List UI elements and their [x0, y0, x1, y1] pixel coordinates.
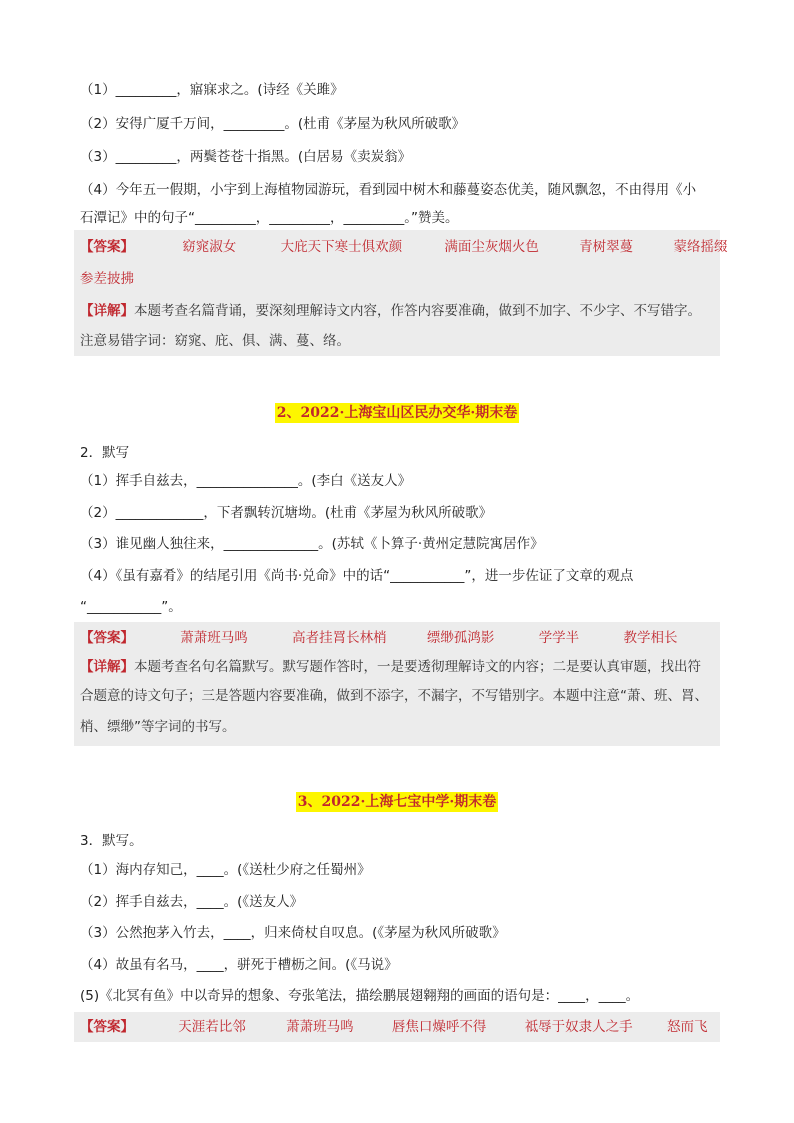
- s2-question-2: （2）_____________，下者飘转沉塘坳。(杜甫《茅屋为秋风所破歌》: [80, 505, 493, 521]
- s3-heading-wrap: [0, 792, 794, 812]
- s2-question-4-line-1: （4）《虽有嘉肴》的结尾引用《尚书·兑命》中的话“___________”，进一步佐证了文章的观点: [80, 568, 634, 584]
- s1-answer-box: [74, 230, 728, 356]
- s2-answer-label: 【答案】: [80, 630, 134, 646]
- s1-detail-label: 【详解】: [80, 303, 134, 319]
- s1-answer: 满面尘灰烟火色: [444, 239, 539, 255]
- s2-question-1: （1）挥手自兹去，_______________。(李白《送友人》: [80, 473, 412, 489]
- s2-detail-line-3: 梢、缥缈”等字词的书写。: [80, 719, 236, 735]
- s2-heading: 2、2022·上海宝山区民办交华·期末卷: [276, 405, 518, 421]
- s1-answer-label: 【答案】: [80, 239, 134, 255]
- s3-answer-box: [74, 1012, 720, 1042]
- s1-question-1: （1）_________，寤寐求之。(诗经《关雎》: [80, 82, 344, 98]
- s1-answers-row-1: [80, 237, 728, 257]
- s2-detail-line-2: 合题意的诗文句子；三是答题内容要准确，做到不添字，不漏字，不写错别字。本题中注意“萧、班、罥、: [80, 688, 708, 704]
- s2-question-3: （3）谁见幽人独往来，______________。(苏轼《卜算子·黄州定慧院寓居作》: [80, 536, 544, 552]
- s1-detail-line-1: 【详解】本题考查名篇背诵，要深刻理解诗文内容，作答内容要准确，做到不加字、不少字、不写错字。: [80, 303, 701, 319]
- s3-question-5: (5)《北冥有鱼》中以奇异的想象、夸张笔法，描绘鹏展翅翱翔的画面的语句是：____，____。: [80, 988, 640, 1004]
- s3-answer: 祗辱于奴隶人之手: [524, 1019, 633, 1035]
- s3-question-3: （3）公然抱茅入竹去，____，归来倚杖自叹息。(《茅屋为秋风所破歌》: [80, 925, 506, 941]
- s2-detail-line-1: 【详解】本题考查名句名篇默写。默写题作答时，一是要透彻理解诗文的内容；二是要认真审题，找出符: [80, 659, 701, 675]
- s1-question-4-line-2: 石潭记》中的句子“_________，_________，_________。”赞美。: [80, 210, 459, 226]
- s2-answer: 高者挂罥长林梢: [292, 630, 387, 646]
- s2-answer: 萧萧班马鸣: [180, 630, 248, 646]
- s1-answer: 青树翠蔓: [579, 239, 634, 255]
- s3-question-1: （1）海内存知己，____。(《送杜少府之任蜀州》: [80, 862, 371, 878]
- s2-question-4-line-2: “___________”。: [80, 599, 182, 615]
- s1-question-2: （2）安得广厦千万间，_________。(杜甫《茅屋为秋风所破歌》: [80, 116, 466, 132]
- s1-answer: 大庇天下寒士俱欢颜: [280, 239, 403, 255]
- s3-answer: 萧萧班马鸣: [286, 1019, 354, 1035]
- s3-heading: 3、2022·上海七宝中学·期末卷: [297, 794, 497, 810]
- s2-answers-row: [80, 628, 720, 648]
- s3-answer-label: 【答案】: [80, 1019, 134, 1035]
- s3-answer: 怒而飞: [666, 1019, 708, 1035]
- s2-answer: 学学半: [538, 630, 580, 646]
- s1-question-3: （3）_________，两鬓苍苍十指黑。(白居易《卖炭翁》: [80, 149, 412, 165]
- s3-title: 3．默写。: [80, 833, 143, 849]
- s3-question-4: （4）故虽有名马，____，骈死于槽枥之间。(《马说》: [80, 957, 398, 973]
- s3-answer: 唇焦口燥呼不得: [391, 1019, 487, 1035]
- s2-detail-label: 【详解】: [80, 659, 134, 675]
- s1-answer: 蒙络摇缀: [673, 239, 728, 255]
- s3-answer: 天涯若比邻: [178, 1019, 246, 1035]
- s2-title: 2．默写: [80, 445, 130, 461]
- s3-answers-row: [80, 1017, 720, 1037]
- s2-heading-wrap: [0, 403, 794, 423]
- s2-answer: 教学相长: [623, 630, 678, 646]
- s1-question-4-line-1: （4）今年五一假期，小宇到上海植物园游玩，看到园中树木和藤蔓姿态优美，随风飘忽，不由得用《小: [80, 182, 697, 198]
- s1-answers-row-2: [80, 269, 720, 289]
- s1-answer: 窈窕淑女: [182, 239, 237, 255]
- s1-answer: 参差披拂: [80, 271, 134, 287]
- s1-detail-line-2: 注意易错字词：窈窕、庇、俱、满、蔓、络。: [80, 333, 350, 349]
- s3-question-2: （2）挥手自兹去，____。(《送友人》: [80, 894, 304, 910]
- s2-answer-box: [74, 622, 720, 746]
- s2-answer: 缥缈孤鸿影: [426, 630, 495, 646]
